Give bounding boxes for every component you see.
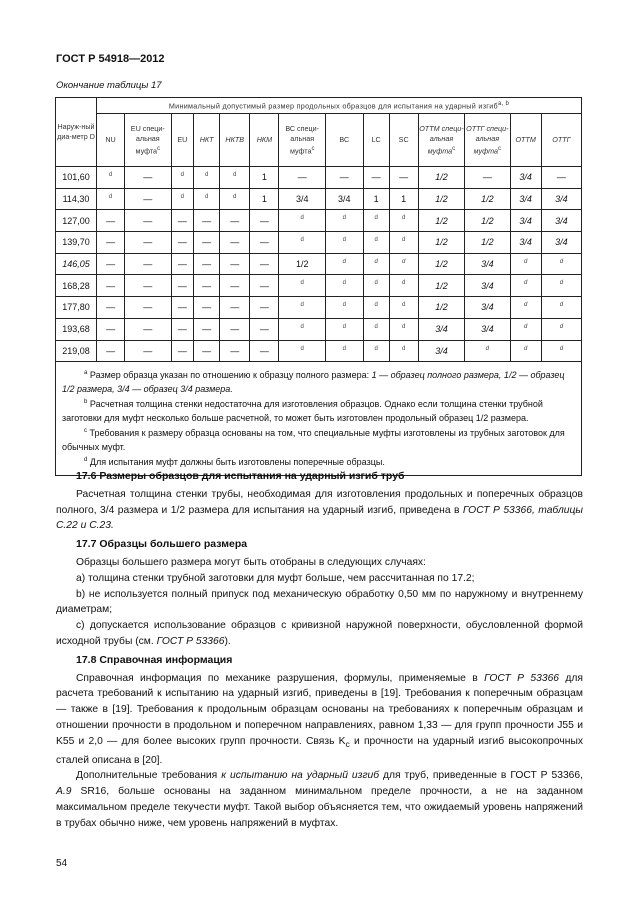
table-cell: — bbox=[194, 297, 220, 319]
section-17-7-item-a: а) толщина стенки трубной заготовки для муфт больше, чем рассчитанная по 17.2; bbox=[76, 572, 475, 584]
table-cell: d bbox=[541, 253, 581, 275]
table-cell: — bbox=[97, 297, 125, 319]
table-cell: — bbox=[171, 275, 194, 297]
table-cell: — bbox=[125, 167, 171, 189]
table-cell: d bbox=[325, 253, 363, 275]
table-cell: — bbox=[194, 275, 220, 297]
column-header: НКТВ bbox=[220, 114, 250, 167]
specimen-size-table bbox=[55, 97, 582, 476]
footnote-a: $^a$ Размер образца указан по отношению к образцу полного размера: 1 — образец полного размера, 1/2 — образец 1/2 размера, 3/4 — образец 3/4 размера. bbox=[62, 370, 565, 394]
diameter-cell: 146,05 bbox=[56, 253, 97, 275]
table-cell: — bbox=[194, 210, 220, 232]
table-cell: 1 bbox=[363, 188, 389, 210]
table-cell: d bbox=[325, 275, 363, 297]
table-cell: — bbox=[171, 340, 194, 362]
footnote-b: $^b$ Расчетная толщина стенки недостаточна для изготовления образцов. Однако если толщина стенки трубной заготовки для муфт несколько больше расчетной, то может быть изготовлен продольный образец 1/2 размера. bbox=[62, 399, 543, 423]
body-text bbox=[56, 466, 583, 832]
table-cell: d bbox=[220, 167, 250, 189]
table-cell: — bbox=[363, 167, 389, 189]
table-cell: 1 bbox=[389, 188, 418, 210]
table-cell: — bbox=[194, 232, 220, 254]
table-cell: d bbox=[97, 188, 125, 210]
table-cell: 3/4 bbox=[465, 253, 510, 275]
column-header: ВС специ-альная муфта$^c$ bbox=[279, 114, 325, 167]
header-outer-diameter: Наруж-ный диа-метр D bbox=[56, 98, 97, 167]
table-cell: — bbox=[220, 210, 250, 232]
table-cell: — bbox=[279, 167, 325, 189]
table-cell: 1/2 bbox=[418, 167, 464, 189]
document-id: ГОСТ Р 54918—2012 bbox=[56, 53, 165, 65]
diameter-cell: 168,28 bbox=[56, 275, 97, 297]
table-cell: — bbox=[194, 340, 220, 362]
table-cell: d bbox=[389, 253, 418, 275]
diameter-cell: 193,68 bbox=[56, 318, 97, 340]
table-cell: 3/4 bbox=[465, 318, 510, 340]
table-cell: 3/4 bbox=[541, 232, 581, 254]
column-header: ВС bbox=[325, 114, 363, 167]
section-17-8-title: 17.8 Справочная информация bbox=[76, 653, 233, 666]
table-cell: — bbox=[171, 210, 194, 232]
table-cell: 3/4 bbox=[418, 340, 464, 362]
column-header: SC bbox=[389, 114, 418, 167]
table-cell: d bbox=[389, 210, 418, 232]
section-17-7-title: 17.7 Образцы большего размера bbox=[76, 538, 248, 551]
table-cell: — bbox=[220, 318, 250, 340]
table-cell: — bbox=[171, 318, 194, 340]
table-cell: 1/2 bbox=[465, 188, 510, 210]
table-cell: — bbox=[220, 253, 250, 275]
table-cell: d bbox=[220, 188, 250, 210]
table-cell: d bbox=[279, 340, 325, 362]
table-cell: — bbox=[250, 232, 279, 254]
table-row bbox=[56, 188, 582, 210]
table-cell: — bbox=[125, 340, 171, 362]
column-header: NU bbox=[97, 114, 125, 167]
table-cell: d bbox=[363, 297, 389, 319]
table-cell: 1/2 bbox=[418, 188, 464, 210]
table-cell: d bbox=[279, 318, 325, 340]
table-cell: — bbox=[171, 253, 194, 275]
page-number: 54 bbox=[56, 858, 68, 869]
table-cell: d bbox=[363, 210, 389, 232]
table-cell: d bbox=[389, 318, 418, 340]
table-footnotes bbox=[56, 362, 582, 476]
table-cell: — bbox=[125, 188, 171, 210]
table-cell: d bbox=[510, 340, 541, 362]
table-cell: d bbox=[541, 297, 581, 319]
table-cell: — bbox=[250, 275, 279, 297]
table-cell: — bbox=[220, 275, 250, 297]
table-cell: 1 bbox=[250, 167, 279, 189]
table-cell: d bbox=[279, 210, 325, 232]
table-cell: d bbox=[363, 232, 389, 254]
column-header: ОТТМ специ-альная муфта$^c$ bbox=[418, 114, 464, 167]
table-cell: 1/2 bbox=[465, 232, 510, 254]
table-cell: 3/4 bbox=[510, 167, 541, 189]
table-cell: — bbox=[97, 275, 125, 297]
section-17-7-intro: Образцы большего размера могут быть отобраны в следующих случаях: bbox=[76, 556, 426, 568]
table-row bbox=[56, 253, 582, 275]
table-cell: d bbox=[194, 188, 220, 210]
table-cell: — bbox=[97, 318, 125, 340]
table-cell: 3/4 bbox=[541, 188, 581, 210]
column-header: LC bbox=[363, 114, 389, 167]
table-cell: — bbox=[220, 340, 250, 362]
table-caption: Окончание таблицы 17 bbox=[56, 80, 162, 91]
table-cell: — bbox=[220, 297, 250, 319]
table-cell: — bbox=[250, 297, 279, 319]
section-17-8-paragraph-2: Дополнительные требования к испытанию на ударный изгиб для труб, приведенные в ГОСТ Р 53366, А.9 SR16, больше основаны на заданном минимальном пределе прочности, а не на заданном максимальном пределе текучести муфт. Такой выбор объясняется тем, что ожидаемый уровень напряжений в трубах обычно ниже, чем уровень напряжений в муфтах. bbox=[56, 770, 583, 829]
table-cell: d bbox=[194, 167, 220, 189]
column-header: ОТТМ bbox=[510, 114, 541, 167]
section-17-7-item-c: с) допускается использование образцов с кривизной наружной поверхности, обусловленной формой исходной трубы (см. ГОСТ Р 53366). bbox=[56, 620, 583, 647]
table-row bbox=[56, 297, 582, 319]
table-cell: d bbox=[325, 210, 363, 232]
table-cell: — bbox=[194, 318, 220, 340]
table-cell: d bbox=[363, 340, 389, 362]
table-cell: — bbox=[194, 253, 220, 275]
section-17-6-title: 17.6 Размеры образцов для испытания на ударный изгиб труб bbox=[76, 470, 405, 482]
table-cell: 1/2 bbox=[418, 232, 464, 254]
diameter-cell: 114,30 bbox=[56, 188, 97, 210]
table-cell: d bbox=[389, 340, 418, 362]
table-cell: — bbox=[171, 232, 194, 254]
table-cell: 1/2 bbox=[279, 253, 325, 275]
column-header: НКМ bbox=[250, 114, 279, 167]
table-cell: 3/4 bbox=[510, 232, 541, 254]
section-17-6-paragraph: Расчетная толщина стенки трубы, необходимая для изготовления продольных и поперечных образцов полного, 3/4 размера и 1/2 размера для испытания на ударный изгиб, приведена в ГОСТ Р 53366, таблицы С.22 и С.23. bbox=[56, 488, 583, 532]
header-group: Минимальный допустимый размер продольных образцов для испытания на ударный изгиб$^{a, b}$ bbox=[97, 98, 582, 114]
table-cell: 1/2 bbox=[465, 210, 510, 232]
section-17-8-paragraph-1: Справочная информация по механике разрушения, формулы, применяемые в ГОСТ Р 53366 для расчета требований к испытанию на ударный изгиб, приведены в [19]. Требования к поперечным образцам — также в [19]. Требования к продольным образцам основаны на требованиях к поперечным образцам и отношении прочности в продольном и поперечном направлениях, равном 1,33 — для групп прочности J55 и K55 и 2,0 — для более высоких групп прочности. Связь $K_c$ и прочности на ударный изгиб высокопрочных сталей описана в [20]. bbox=[56, 672, 584, 766]
table-cell: d bbox=[465, 340, 510, 362]
table-cell: d bbox=[363, 253, 389, 275]
table-body bbox=[56, 167, 582, 362]
table-cell: d bbox=[97, 167, 125, 189]
table-cell: — bbox=[325, 167, 363, 189]
table-cell: d bbox=[325, 318, 363, 340]
diameter-cell: 127,00 bbox=[56, 210, 97, 232]
table-cell: 1/2 bbox=[418, 210, 464, 232]
table-cell: d bbox=[171, 188, 194, 210]
table-cell: — bbox=[97, 340, 125, 362]
table-cell: d bbox=[510, 275, 541, 297]
diameter-cell: 101,60 bbox=[56, 167, 97, 189]
table-cell: 3/4 bbox=[541, 210, 581, 232]
table-cell: — bbox=[250, 253, 279, 275]
table-cell: 3/4 bbox=[279, 188, 325, 210]
column-header: EU bbox=[171, 114, 194, 167]
table-cell: d bbox=[510, 253, 541, 275]
table-cell: — bbox=[465, 167, 510, 189]
table-cell: 1/2 bbox=[418, 275, 464, 297]
table-cell: d bbox=[363, 318, 389, 340]
table-cell: d bbox=[541, 275, 581, 297]
column-header: НКТ bbox=[194, 114, 220, 167]
table-row bbox=[56, 210, 582, 232]
table-cell: — bbox=[250, 318, 279, 340]
table-cell: 3/4 bbox=[325, 188, 363, 210]
table-cell: d bbox=[279, 232, 325, 254]
table-cell: d bbox=[541, 318, 581, 340]
table-cell: 1 bbox=[250, 188, 279, 210]
table-cell: d bbox=[510, 318, 541, 340]
table-cell: 1/2 bbox=[418, 297, 464, 319]
table-cell: d bbox=[325, 232, 363, 254]
diameter-cell: 177,80 bbox=[56, 297, 97, 319]
diameter-cell: 139,70 bbox=[56, 232, 97, 254]
column-header: ОТТГ bbox=[541, 114, 581, 167]
table-cell: 3/4 bbox=[465, 297, 510, 319]
table-cell: — bbox=[125, 232, 171, 254]
table-cell: d bbox=[389, 275, 418, 297]
table-cell: — bbox=[125, 318, 171, 340]
table-row bbox=[56, 167, 582, 189]
column-header: ОТТГ специ-альная муфта$^c$ bbox=[465, 114, 510, 167]
table-cell: — bbox=[125, 253, 171, 275]
table-cell: d bbox=[279, 275, 325, 297]
diameter-cell: 219,08 bbox=[56, 340, 97, 362]
column-header: EU специ-альная муфта$^c$ bbox=[125, 114, 171, 167]
table-cell: — bbox=[389, 167, 418, 189]
table-row bbox=[56, 340, 582, 362]
table-cell: — bbox=[125, 210, 171, 232]
table-cell: — bbox=[97, 232, 125, 254]
footnote-d: $^d$ Для испытания муфт должны быть изготовлены поперечные образцы. bbox=[84, 457, 385, 468]
table-cell: — bbox=[125, 275, 171, 297]
table-cell: — bbox=[125, 297, 171, 319]
table-cell: d bbox=[541, 340, 581, 362]
section-17-7-item-b: b) не используется полный припуск под механическую обработку 0,50 мм по наружному и внутреннему диаметрам; bbox=[56, 588, 583, 616]
table-cell: d bbox=[510, 297, 541, 319]
table-cell: d bbox=[325, 297, 363, 319]
table-cell: d bbox=[389, 297, 418, 319]
table-cell: d bbox=[325, 340, 363, 362]
table-cell: 3/4 bbox=[510, 188, 541, 210]
table-cell: — bbox=[220, 232, 250, 254]
table-cell: — bbox=[541, 167, 581, 189]
table-row bbox=[56, 318, 582, 340]
table-cell: 3/4 bbox=[418, 318, 464, 340]
table-cell: d bbox=[171, 167, 194, 189]
table-cell: d bbox=[363, 275, 389, 297]
table-row bbox=[56, 232, 582, 254]
table-cell: — bbox=[97, 253, 125, 275]
footnote-c: $^c$ Требования к размеру образца основаны на том, что специальные муфты изготовлены из трубных заготовок для обычных муфт. bbox=[62, 428, 565, 452]
table-row bbox=[56, 275, 582, 297]
table-cell: d bbox=[279, 297, 325, 319]
table-cell: — bbox=[97, 210, 125, 232]
table-cell: d bbox=[389, 232, 418, 254]
column-headers bbox=[56, 114, 582, 167]
table-cell: — bbox=[171, 297, 194, 319]
table-cell: — bbox=[250, 210, 279, 232]
table-cell: 3/4 bbox=[510, 210, 541, 232]
table-cell: 3/4 bbox=[465, 275, 510, 297]
table-cell: — bbox=[250, 340, 279, 362]
table-cell: 1/2 bbox=[418, 253, 464, 275]
